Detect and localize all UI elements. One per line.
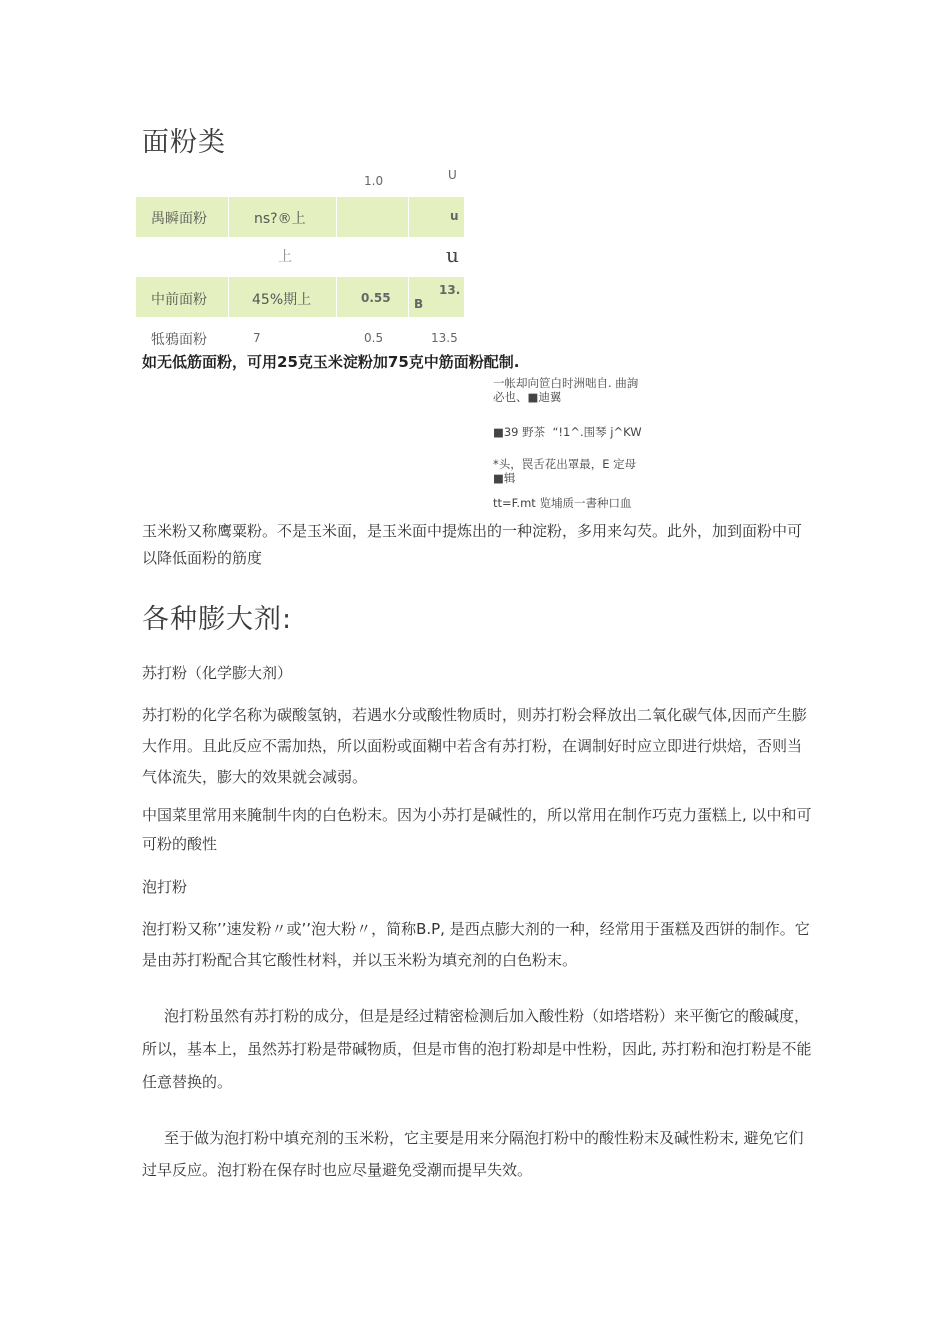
table-cell: 0.5 — [364, 331, 384, 345]
table-cell: U — [448, 168, 457, 182]
table-cell: 1.0 — [364, 174, 384, 188]
table-cell: 13.5 — [431, 331, 458, 345]
paragraph-bp-title: 泡打粉 — [142, 878, 188, 896]
table-cell: 中前面粉 — [151, 292, 207, 308]
table-row — [136, 237, 464, 277]
table-cell: 13. — [439, 283, 461, 297]
table-cell: u — [446, 243, 459, 267]
table-cell: 45%期上 — [252, 292, 312, 308]
table-cell: u — [450, 209, 459, 223]
side-text: ■39 野茶 “!1^.围琴 j^KW — [493, 425, 642, 439]
flour-substitute-note: 如无低筋面粉，可用25克玉米淀粉加75克中筋面粉配制. — [142, 353, 520, 371]
table-cell: ns?®上 — [254, 211, 306, 227]
table-cell: 牴鴉面粉 — [151, 332, 207, 348]
paragraph-soda-use: 中国菜里常用来腌制牛肉的白色粉末。因为小苏打是碱性的，所以常用在制作巧克力蛋糕上, 以中和可可粉的酸性 — [142, 806, 812, 853]
paragraph-soda-title: 苏打粉（化学膨大剂） — [142, 664, 293, 682]
side-text: tt=F.mt 览埔质一書种口血 — [493, 496, 632, 510]
paragraph-corn-starch: 玉米粉又称鹰粟粉。不是玉米面，是玉米面中提炼出的一种淀粉，多用来勾芡。此外，加到面粉中可以降低面粉的筋度 — [142, 522, 803, 567]
side-text: *头，罠舌花出罩最，E 定母 ■辑 — [493, 457, 637, 485]
table-row — [136, 197, 464, 237]
table-cell: 禺瞬面粉 — [151, 211, 207, 227]
table-cell: 0.55 — [361, 291, 391, 305]
table-row — [136, 277, 464, 317]
paragraph-bp-vs-soda: 泡打粉虽然有苏打粉的成分，但是是经过精密检测后加入酸性粉（如塔塔粉）来平衡它的酸碱度，所以，基本上，虽然苏打粉是带碱物质，但是市售的泡打粉却是中性粉，因此, 苏打粉和泡打粉是不能任意替换的。 — [142, 1007, 812, 1091]
side-text: 一帐却向笸白时洲咄自. 曲詢 必也、■迪翼 — [493, 376, 639, 404]
heading-leavening: 各种膨大剂: — [142, 604, 293, 635]
flour-table — [136, 165, 464, 348]
table-cell: 上 — [278, 249, 292, 265]
heading-flour: 面粉类 — [142, 127, 226, 158]
table-cell: B — [414, 297, 424, 311]
paragraph-bp-desc: 泡打粉又称’’速发粉〃或’’泡大粉〃，简称B.P, 是西点膨大剂的一种，经常用于蛋糕及西饼的制作。它是由苏打粉配合其它酸性材料，并以玉米粉为填充剂的白色粉末。 — [142, 920, 810, 969]
paragraph-bp-filler: 至于做为泡打粉中填充剂的玉米粉，它主要是用来分隔泡打粉中的酸性粉末及碱性粉末, 避免它们过早反应。泡打粉在保存时也应尽量避免受潮而提早失效。 — [142, 1129, 804, 1179]
table-cell: 7 — [253, 331, 261, 345]
paragraph-soda-desc: 苏打粉的化学名称为碳酸氢钠，若遇水分或酸性物质时，则苏打粉会释放出二氧化碳气体,因而产生膨大作用。且此反应不需加热，所以面粉或面糊中若含有苏打粉，在调制好时应立即进行烘焙，否则当气体流失，膨大的效果就会减弱。 — [142, 706, 807, 786]
